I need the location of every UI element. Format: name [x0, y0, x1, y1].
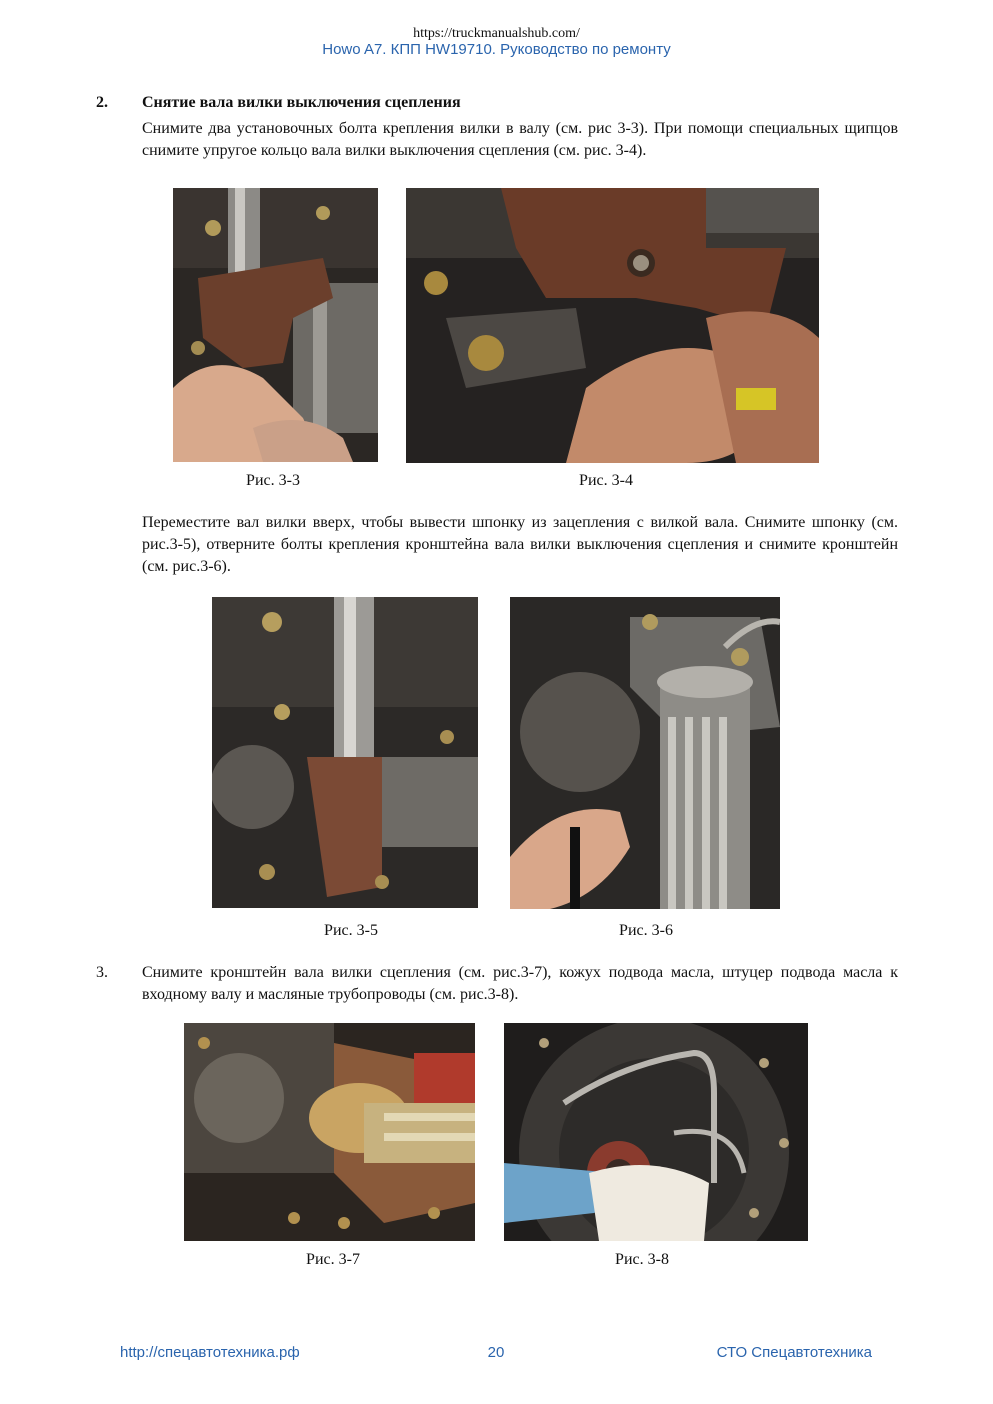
photo-fig-3-8: [504, 1023, 808, 1241]
section-3-number: 3.: [96, 964, 108, 981]
photo-fig-3-7: [184, 1023, 475, 1241]
caption-fig-3-8: Рис. 3-8: [615, 1251, 669, 1268]
section-2-number: 2.: [96, 94, 108, 111]
photo-fig-3-5: [212, 597, 478, 908]
section-2-paragraph-2: Переместите вал вилки вверх, чтобы вывести шпонку из зацепления с вилкой вала. Снимите шпонку (см. рис.3-5), отверните болты крепления кронштейна вала вилки выключения сцепления и снимите кронштейн (см. рис.3-6).: [142, 514, 898, 575]
footer-company-name: СТО Спецавтотехника: [716, 1344, 872, 1361]
caption-fig-3-7: Рис. 3-7: [306, 1251, 360, 1268]
section-3-paragraph: Снимите кронштейн вала вилки сцепления (см. рис.3-7), кожух подвода масла, штуцер подвода масла к входному валу и масляные трубопроводы (см. рис.3-8).: [142, 964, 898, 1003]
header-url: https://truckmanualshub.com/: [413, 26, 580, 41]
caption-fig-3-6: Рис. 3-6: [619, 922, 673, 939]
section-2-paragraph-1: Снимите два установочных болта крепления вилки в валу (см. рис 3-3). При помощи специальных щипцов снимите упругое кольцо вала вилки выключения сцепления (см. рис. 3-4).: [142, 120, 898, 159]
document-title: Howo A7. КПП HW19710. Руководство по ремонту: [322, 41, 671, 58]
footer-website-link[interactable]: http://спецавтотехника.рф: [120, 1344, 300, 1361]
photo-fig-3-4: [406, 188, 819, 463]
caption-fig-3-4: Рис. 3-4: [579, 472, 633, 489]
section-2-heading: Снятие вала вилки выключения сцепления: [142, 94, 461, 111]
photo-fig-3-6: [510, 597, 780, 909]
photo-fig-3-3: [173, 188, 378, 462]
caption-fig-3-5: Рис. 3-5: [324, 922, 378, 939]
caption-fig-3-3: Рис. 3-3: [246, 472, 300, 489]
page-number: 20: [487, 1344, 505, 1361]
